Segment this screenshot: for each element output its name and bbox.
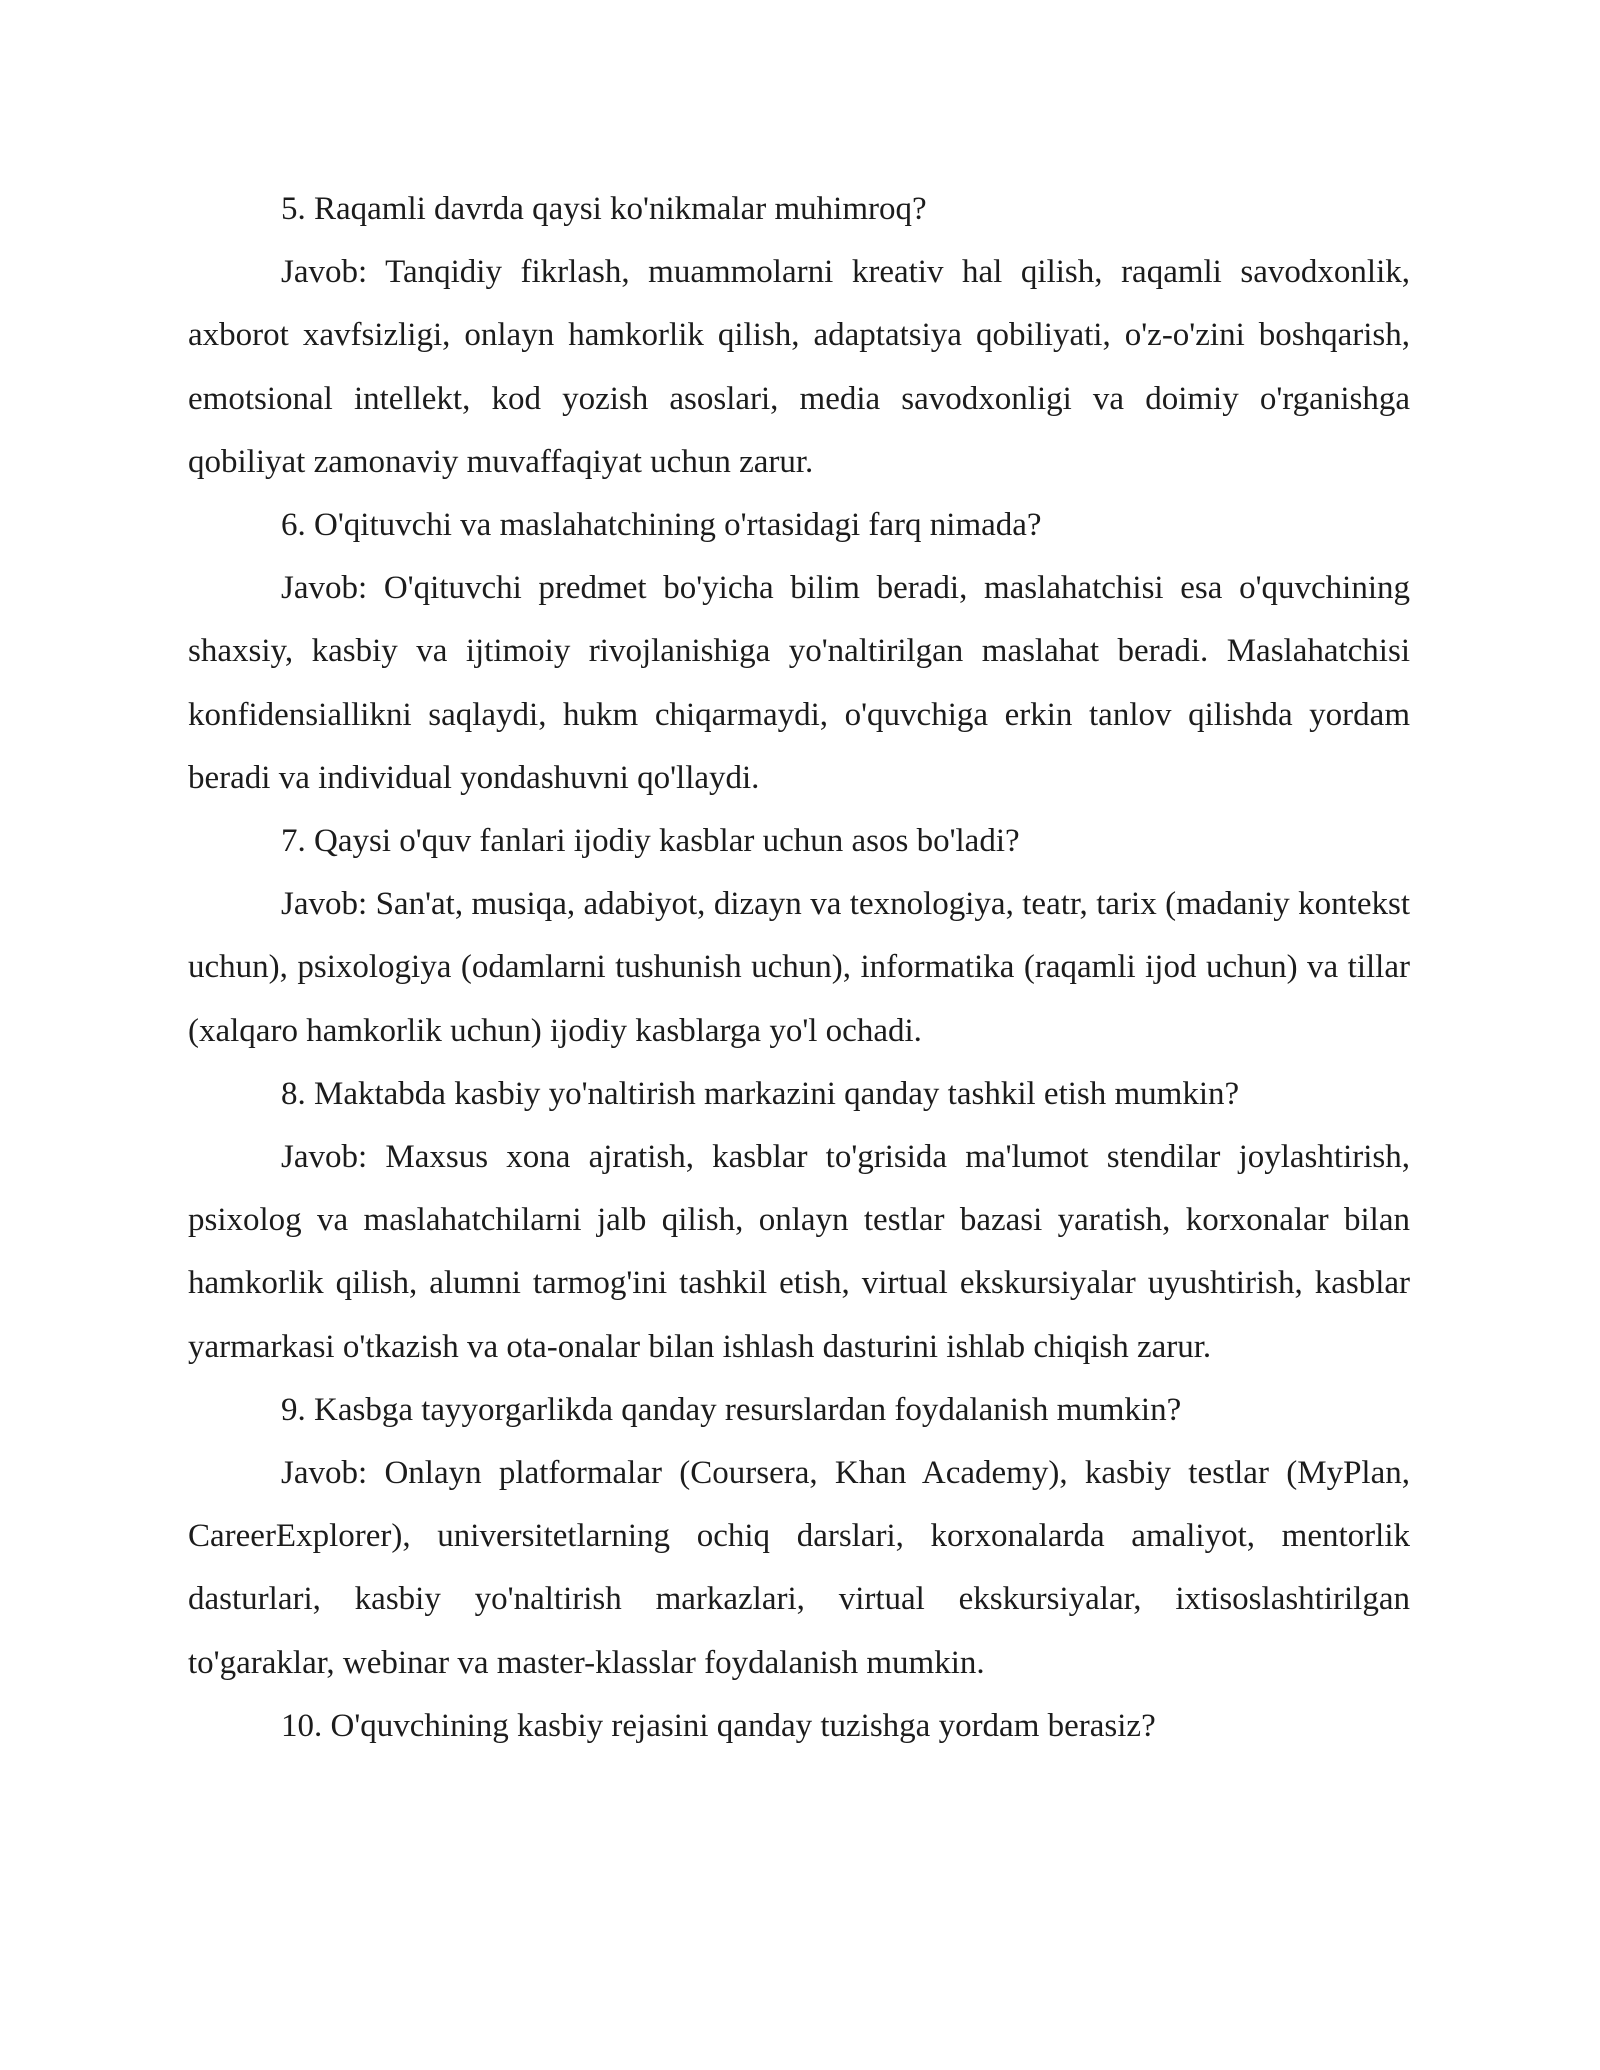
question-8: 8. Maktabda kasbiy yo'naltirish markazini qanday tashkil etish mumkin? <box>281 1075 1240 1112</box>
answer-9: Javob: Onlayn platformalar (Coursera, Khan Academy), kasbiy testlar (MyPlan, CareerExplorer), universitetlarning ochiq darslari, korxonalarda amaliyot, mentorlik dasturlari, kasbiy yo'naltirish markazlari, virtual ekskursiyalar, ixtisoslashtirilgan to'garaklar, webinar va master-klasslar foydalanish mumkin. <box>188 1455 1410 1681</box>
document-body <box>188 178 1410 1758</box>
question-7: 7. Qaysi o'quv fanlari ijodiy kasblar uchun asos bo'ladi? <box>281 823 1020 860</box>
answer-8: Javob: Maxsus xona ajratish, kasblar to'grisida ma'lumot stendilar joylashtirish, psixolog va maslahatchilarni jalb qilish, onlayn testlar bazasi yaratish, korxonalar bilan hamkorlik qilish, alumni tarmog'ini tashkil etish, virtual ekskursiyalar uyushtirish, kasblar yarmarkasi o'tkazish va ota-onalar bilan ishlash dasturini ishlab chiqish zarur. <box>188 1139 1410 1365</box>
question-5: 5. Raqamli davrda qaysi ko'nikmalar muhimroq? <box>281 191 927 227</box>
answer-6: Javob: O'qituvchi predmet bo'yicha bilim beradi, maslahatchisi esa o'quvchining shaxsiy, kasbiy va ijtimoiy rivojlanishiga yo'naltirilgan maslahat beradi. Maslahatchisi konfidensiallikni saqlaydi, hukm chiqarmaydi, o'quvchiga erkin tanlov qilishda yordam beradi va individual yondashuvni qo'llaydi. <box>188 570 1410 796</box>
question-6: 6. O'qituvchi va maslahatchining o'rtasidagi farq nimada? <box>281 507 1042 544</box>
answer-5: Javob: Tanqidiy fikrlash, muammolarni kreativ hal qilish, raqamli savodxonlik, axborot xavfsizligi, onlayn hamkorlik qilish, adaptatsiya qobiliyati, o'z-o'zini boshqarish, emotsional intellekt, kod yozish asoslari, media savodxonligi va doimiy o'rganishga qobiliyat zamonaviy muvaffaqiyat uchun zarur. <box>188 254 1410 480</box>
answer-7: Javob: San'at, musiqa, adabiyot, dizayn va texnologiya, teatr, tarix (madaniy kontekst uchun), psixologiya (odamlarni tushunish uchun), informatika (raqamli ijod uchun) va tillar (xalqaro hamkorlik uchun) ijodiy kasblarga yo'l ochadi. <box>188 886 1410 1049</box>
question-10: 10. O'quvchining kasbiy rejasini qanday tuzishga yordam berasiz? <box>281 1707 1156 1744</box>
question-9: 9. Kasbga tayyorgarlikda qanday resurslardan foydalanish mumkin? <box>281 1391 1182 1428</box>
